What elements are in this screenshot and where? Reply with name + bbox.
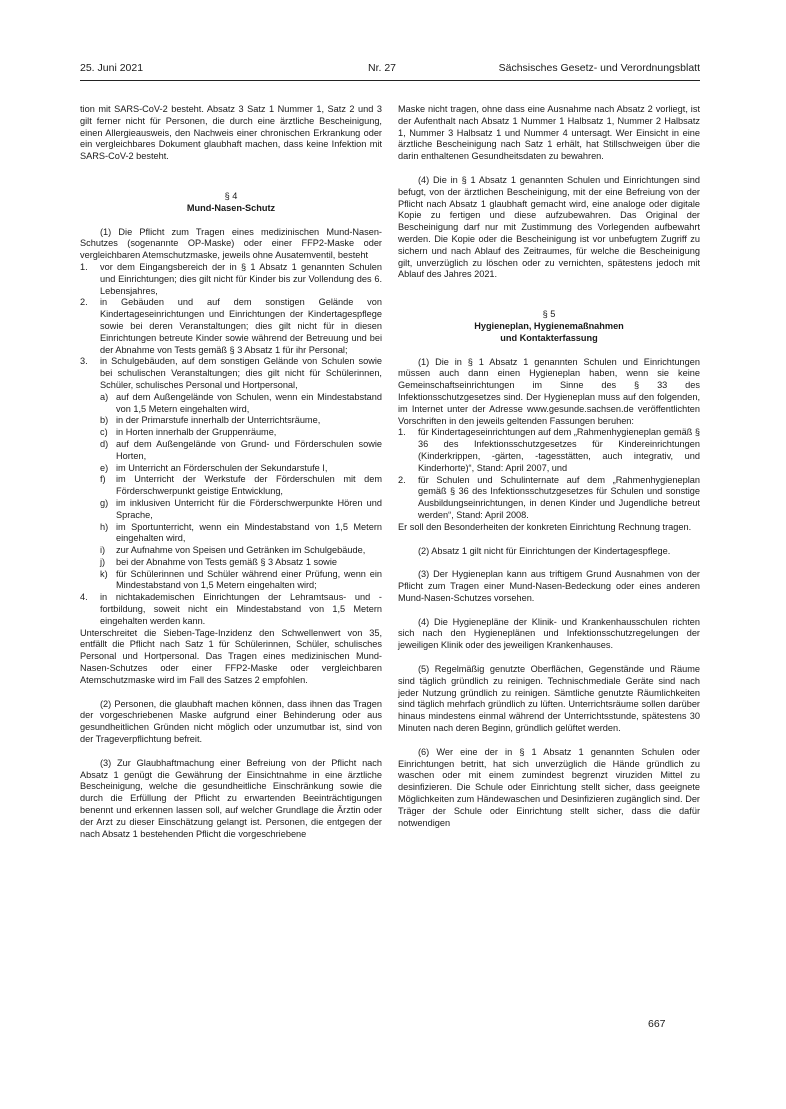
header-issue: Nr. 27: [368, 62, 397, 74]
sub-item: [100, 498, 382, 522]
paragraph-4-3-continuation: Maske nicht tragen, ohne dass eine Ausnahme nach Absatz 2 vorliegt, ist der Aufenthalt nach Absatz 1 Nummer 1 Halbsatz 1, Nummer 2 Halbsatz 1, Nummer 3 Halbsatz 1 und Nummer 4 untersagt. Wer Einsicht in eine ärztliche Bescheinigung nach Satz 1 erhält, hat Stillschweigen über die darin enthaltenen Gesundheitsdaten zu bewahren.: [398, 104, 700, 162]
section-5-title-line-2: und Kontakterfassung: [500, 332, 598, 343]
paragraph-5-4: (4) Die Hygienepläne der Klinik- und Krankenhausschulen richten sich nach den Hygieneplänen und Infektionsschutzregelungen der jeweiligen Klinik oder des jeweiligen Krankenhauses.: [398, 616, 700, 651]
paragraph-4-2: (2) Personen, die glaubhaft machen können, dass ihnen das Tragen der vorgeschriebenen Maske aufgrund einer Behinderung oder aus gesundheitlichen Gründen nicht möglich oder unzumutbar ist, sind von der Trageverpflichtung befreit.: [80, 698, 382, 745]
sub-item: [100, 463, 382, 475]
list-item: [80, 262, 382, 297]
list-item: [398, 475, 700, 522]
sub-item-letter: k): [100, 568, 108, 579]
sub-item-text: auf dem Außengelände von Grund- und Förderschulen sowie Horten,: [116, 438, 382, 461]
sub-item: [100, 427, 382, 439]
section-5-title-line-1: Hygieneplan, Hygienemaßnahmen: [474, 320, 624, 331]
paragraph-5-6: (6) Wer eine der in § 1 Absatz 1 genannten Schulen oder Einrichtungen betritt, hat sich unverzüglich die Hände gründlich zu waschen oder mit einem zumindest begrenzt viruziden Mittel zu desinfizieren. Die Schule oder Einrichtung stellt sicher, dass geeignete Möglichkeiten zum Händewaschen und Desinfizieren zugänglich sind. Der Träger der Schule oder Einrichtung stellt sicher, dass die dafür notwendigen: [398, 746, 700, 828]
sub-item-letter: g): [100, 497, 109, 508]
paragraph-5-2: (2) Absatz 1 gilt nicht für Einrichtungen der Kindertagespflege.: [418, 545, 671, 556]
sub-item-text: im Sportunterricht, wenn ein Mindestabstand von 1,5 Metern eingehalten wird,: [116, 521, 382, 544]
paragraph-5-1-continuation: Er soll den Besonderheiten der konkreten Einrichtung Rechnung tragen.: [398, 521, 692, 532]
sub-item-text: bei der Abnahme von Tests gemäß § 3 Absatz 1 sowie: [116, 556, 337, 567]
list-item-number: 4.: [80, 592, 88, 603]
running-header: [80, 62, 700, 78]
list-item-text: vor dem Eingangsbereich der in § 1 Absatz 1 genannten Schulen und Einrichtungen; dies gilt nicht für Kinder bis zur Vollendung des 6. Lebensjahres,: [100, 261, 382, 296]
sub-item-letter: b): [100, 415, 109, 426]
sub-item-text: für Schülerinnen und Schüler während einer Prüfung, wenn ein Mindestabstand von 1,5 Metern eingehalten wird;: [116, 568, 382, 591]
sub-item-text: auf dem Außengelände von Schulen, wenn ein Mindestabstand von 1,5 Metern eingehalten wird,: [116, 391, 382, 414]
paragraph-5-3: (3) Der Hygieneplan kann aus triftigem Grund Ausnahmen von der Pflicht zum Tragen einer Mund-Nasen-Bedeckung oder eines anderen Mund-Nasen-Schutzes vorsehen.: [398, 569, 700, 603]
paragraph-4-1-continuation: Unterschreitet die Sieben-Tage-Inzidenz den Schwellenwert von 35, entfällt die Pflicht nach Satz 1 für Schülerinnen, Schüler, schulisches Personal und Hortpersonal. Das Tragen eines medizinischen Mund-Nasen-Schutzes oder einer FFP2-Maske oder vergleichbaren Atemschutzmaske wird im Fall des Satzes 2 empfohlen.: [80, 627, 382, 685]
sub-item: [100, 392, 382, 416]
right-column: [398, 104, 700, 829]
list-item: [80, 592, 382, 627]
sub-item-letter: h): [100, 521, 109, 532]
list-item-number: 1.: [398, 427, 406, 438]
sub-item-letter: f): [100, 474, 106, 485]
list-item-number: 2.: [398, 474, 406, 485]
list-item: [80, 356, 382, 391]
sub-item-letter: e): [100, 462, 109, 473]
sub-item-letter: d): [100, 438, 109, 449]
left-column: [80, 104, 382, 840]
paragraph-5-5: (5) Regelmäßig genutzte Oberflächen, Gegenstände und Räume sind täglich gründlich zu reinigen. Technischmediale Geräte sind nach jeder Nutzung gründlich zu reinigen. Sämtliche genutzte Räumlichkeiten sind täglich mehrfach gründlich zu lüften. Unterrichtsräume sollen darüber hinaus mindestens einmal während der Unterrichtsstunde, spätestens 30 Minuten nach deren Beginn, gründlich gelüftet werden.: [398, 664, 700, 734]
sub-item-text: zur Aufnahme von Speisen und Getränken im Schulgebäude,: [116, 545, 366, 556]
sub-item-text: in der Primarstufe innerhalb der Unterrichtsräume,: [116, 415, 321, 426]
section-5-number: § 5: [542, 309, 556, 320]
sub-item: [100, 439, 382, 463]
sub-item: [100, 522, 382, 546]
list-item-text: in nichtakademischen Einrichtungen der Lehramtsaus- und -fortbildung, soweit nicht ein Mindestabstand von 1,5 Metern eingehalten werden kann.: [100, 592, 382, 626]
list-item-text: für Schulen und Schulinternate auf dem „Rahmenhygieneplan gemäß § 36 des Infektionsschutzgesetzes für Schulen und sonstige Ausbildungseinrichtungen, in denen Kinder und Jugendliche betreut werden“, Stand: April 2008.: [418, 474, 700, 520]
header-date: 25. Juni 2021: [80, 62, 144, 74]
sub-item-letter: a): [100, 391, 109, 402]
page-number: 667: [648, 1018, 666, 1030]
list-item-number: 3.: [80, 356, 88, 367]
sub-item-letter: j): [100, 556, 106, 567]
paragraph-5-1: (1) Die in § 1 Absatz 1 genannten Schulen und Einrichtungen müssen auch dann einen Hygieneplan haben, wenn sie keine Gemeinschaftseinrichtungen im Sinne des § 33 des Infektionsschutzgesetzes sind. Der Hygieneplan muss auf den folgenden, im Internet unter der Adresse www.gesunde.sachsen.de veröffentlichten Vorschriften in den jeweils geltenden Fassungen beruhen:: [398, 356, 700, 426]
list-item-number: 1.: [80, 261, 88, 272]
list-item-text: in Gebäuden und auf dem sonstigen Gelände von Kindertageseinrichtungen und Einrichtungen der Kindertagespflege sowie bei deren Veranstaltungen; dies gilt nicht für in diesen Einrichtungen betreute Kinder sowie während der Betreuung und bei der Abnahme von Tests gemäß § 3 Absatz 1 für ihr Personal;: [100, 297, 382, 355]
header-publication: Sächsisches Gesetz- und Verordnungsblatt: [498, 62, 700, 74]
sub-item: [100, 474, 382, 498]
sub-item-text: im inklusiven Unterricht für die Förderschwerpunkte Hören und Sprache,: [116, 497, 382, 520]
sub-item-letter: i): [100, 545, 106, 556]
list-item-text: in Schulgebäuden, auf dem sonstigen Gelände von Schulen sowie bei schulischen Veranstaltungen; dies gilt nicht für Schülerinnen, Schüler, schulisches Personal und Hortpersonal,: [100, 356, 382, 390]
sub-item: [100, 545, 382, 557]
section-4-title: Mund-Nasen-Schutz: [186, 202, 276, 213]
sub-item-letter: c): [100, 427, 108, 438]
sub-item: [100, 557, 382, 569]
sub-item: [100, 415, 382, 427]
sub-item-text: in Horten innerhalb der Gruppenräume,: [116, 427, 277, 438]
list-item-text: für Kindertageseinrichtungen auf dem „Rahmenhygieneplan gemäß § 36 des Infektionsschutzgesetzes für Kindereinrichtungen (Kinderkrippen, -gärten, -tagesstätten, auch integrativ, und Kinderhorte)“, Stand: April 2007, und: [418, 427, 700, 473]
section-4-number: § 4: [224, 190, 238, 201]
intro-paragraph: tion mit SARS-CoV-2 besteht. Absatz 3 Satz 1 Nummer 1, Satz 2 und 3 gilt ferner nicht für Personen, die durch eine ärztliche Bescheinigung, einen Allergieausweis, den Nachweis einer chronischen Erkrankung oder ein vergleichbares Dokument glaubhaft machen, dass keine Infektion mit SARS-CoV-2 besteht.: [80, 104, 382, 162]
list-item: [398, 427, 700, 474]
sub-item-text: im Unterricht der Werkstufe der Förderschulen mit dem Förderschwerpunkt geistige Entwicklung,: [116, 474, 382, 497]
sub-item-text: im Unterricht an Förderschulen der Sekundarstufe I,: [116, 462, 328, 473]
paragraph-4-1: (1) Die Pflicht zum Tragen eines medizinischen Mund-Nasen-Schutzes (sogenannte OP-Maske) oder einer FFP2-Maske oder vergleichbaren Atemschutzmaske, jeweils ohne Ausatemventil, besteht: [80, 226, 382, 261]
header-rule: [80, 80, 700, 81]
sub-item: [100, 569, 382, 593]
list-item: [80, 297, 382, 356]
list-item-number: 2.: [80, 297, 88, 308]
paragraph-4-3: (3) Zur Glaubhaftmachung einer Befreiung von der Pflicht nach Absatz 1 genügt die Gewährung der Einsichtnahme in eine ärztliche Bescheinigung, welche die gesundheitliche Einschränkung sowie die durch die Erfüllung der Pflicht zu erwartenden Beeinträchtigungen benennt und erkennen lassen soll, auf welcher Grundlage die Ärztin oder der Arzt zu dieser Einschätzung gelangt ist. Personen, die entgegen der nach Absatz 1 bestehenden Pflicht die vorgeschriebene: [80, 757, 382, 839]
paragraph-4-4: (4) Die in § 1 Absatz 1 genannten Schulen und Einrichtungen sind befugt, von der ärztlichen Bescheinigung, mit der eine Befreiung von der Pflicht nach Absatz 1 glaubhaft gemacht wird, eine analoge oder digitale Kopie zu fertigen und diese aufzubewahren. Das Original der Bescheinigung darf nur mit Zustimmung des Vorlegenden aufbewahrt werden. Die Kopie oder die Bescheinigung ist vor unbefugtem Zugriff zu sichern und nach Ablauf des Zeitraumes, für welche die Bescheinigung gilt, unverzüglich zu löschen oder zu vernichten, spätestens jedoch mit Ablauf des Jahres 2021.: [398, 174, 700, 280]
